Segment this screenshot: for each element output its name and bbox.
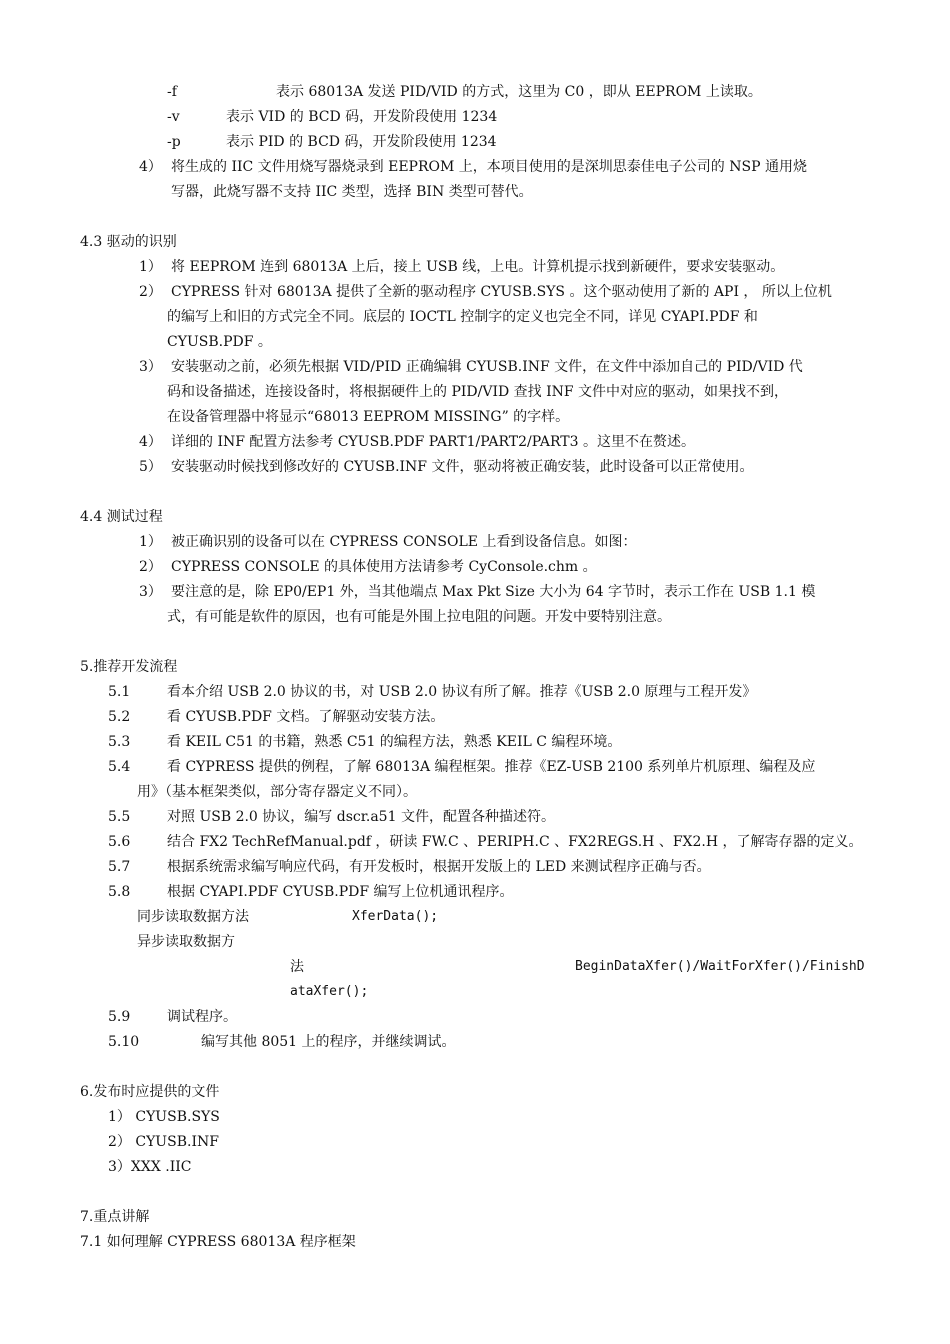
- s5-item-2-number: 5.2: [108, 709, 131, 725]
- s5-item-5-number: 5.5: [108, 809, 131, 825]
- opt-v-text: 表示 VID 的 BCD 码，开发阶段使用 1234: [226, 109, 498, 125]
- section-6-heading: 6.发布时应提供的文件: [80, 1084, 220, 1100]
- section-7-1-heading: 7.1 如何理解 CYPRESS 68013A 程序框架: [80, 1234, 356, 1250]
- s5-item-4-number: 5.4: [108, 759, 131, 775]
- s6-item-1: 1） CYUSB.SYS: [108, 1109, 220, 1125]
- sync-read-label: 同步读取数据方法: [137, 909, 249, 925]
- opt-v-flag: -v: [167, 109, 180, 125]
- s5-item-3-line-1: 看 KEIL C51 的书籍，熟悉 C51 的编程方法，熟悉 KEIL C 编程环境。: [167, 734, 622, 750]
- s5-item-8-line-1: 根据 CYAPI.PDF CYUSB.PDF 编写上位机通讯程序。: [167, 884, 514, 900]
- section-4-4-heading: 4.4 测试过程: [80, 509, 163, 525]
- s44-item-2-number: 2）: [139, 559, 162, 575]
- section-5-heading: 5.推荐开发流程: [80, 659, 178, 675]
- step4-line-1: 将生成的 IIC 文件用烧写器烧录到 EEPROM 上，本项目使用的是深圳思泰佳电子公司的 NSP 通用烧: [171, 159, 807, 175]
- s5-item-2-line-1: 看 CYUSB.PDF 文档。了解驱动安装方法。: [167, 709, 445, 725]
- step4-line-2: 写器，此烧写器不支持 IIC 类型，选择 BIN 类型可替代。: [171, 184, 533, 200]
- section-7-heading: 7.重点讲解: [80, 1209, 150, 1225]
- s43-item-3-line-2: 码和设备描述，连接设备时，将根据硬件上的 PID/VID 查找 INF 文件中对应的驱动，如果找不到，: [167, 384, 789, 400]
- s43-item-2-line-3: CYUSB.PDF 。: [167, 334, 272, 350]
- s5-item-6-number: 5.6: [108, 834, 131, 850]
- s43-item-3-line-3: 在设备管理器中将显示“68013 EEPROM MISSING” 的字样。: [167, 409, 570, 425]
- s5-item-9-line-1: 调试程序。: [167, 1009, 237, 1025]
- s5-item-6-line-1: 结合 FX2 TechRefManual.pdf ，研读 FW.C 、PERIPH.C 、FX2REGS.H 、FX2.H ，了解寄存器的定义。: [167, 834, 863, 850]
- s5-item-8-number: 5.8: [108, 884, 131, 900]
- s44-item-3-line-2: 式，有可能是软件的原因，也有可能是外围上拉电阻的问题。开发中要特别注意。: [167, 609, 671, 625]
- s5-item-1-number: 5.1: [108, 684, 131, 700]
- async-read-label-1: 异步读取数据方: [137, 934, 235, 950]
- async-read-code-1: BeginDataXfer()/WaitForXfer()/FinishD: [575, 959, 865, 974]
- s5-item-10-number: 5.10: [108, 1034, 140, 1050]
- section-4-3-heading: 4.3 驱动的识别: [80, 234, 177, 250]
- s5-item-4-line-2: 用》（基本框架类似，部分寄存器定义不同）。: [137, 784, 417, 800]
- s43-item-5-number: 5）: [139, 459, 162, 475]
- s43-item-3-number: 3）: [139, 359, 162, 375]
- s5-item-3-number: 5.3: [108, 734, 131, 750]
- s5-item-1-line-1: 看本介绍 USB 2.0 协议的书，对 USB 2.0 协议有所了解。推荐《USB 2.0 原理与工程开发》: [167, 684, 757, 700]
- s43-item-4-line-1: 详细的 INF 配置方法参考 CYUSB.PDF PART1/PART2/PART3 。这里不在赘述。: [171, 434, 695, 450]
- s5-item-7-number: 5.7: [108, 859, 131, 875]
- s43-item-1-line-1: 将 EEPROM 连到 68013A 上后，接上 USB 线，上电。计算机提示找到新硬件，要求安装驱动。: [171, 259, 785, 275]
- step4-number: 4）: [139, 159, 162, 175]
- async-read-code-2: ataXfer();: [290, 984, 369, 999]
- s5-item-4-line-1: 看 CYPRESS 提供的例程，了解 68013A 编程框架。推荐《EZ-USB 2100 系列单片机原理、编程及应: [167, 759, 816, 775]
- s6-item-2: 2） CYUSB.INF: [108, 1134, 219, 1150]
- opt-p-flag: -p: [167, 134, 181, 150]
- s43-item-2-number: 2）: [139, 284, 162, 300]
- sync-read-code: XferData();: [352, 909, 439, 924]
- s5-item-5-line-1: 对照 USB 2.0 协议，编写 dscr.a51 文件，配置各种描述符。: [167, 809, 555, 825]
- s44-item-3-number: 3）: [139, 584, 162, 600]
- s43-item-2-line-2: 的编写上和旧的方式完全不同。底层的 IOCTL 控制字的定义也完全不同，详见 CYAPI.PDF 和: [167, 309, 758, 325]
- s43-item-5-line-1: 安装驱动时候找到修改好的 CYUSB.INF 文件，驱动将被正确安装，此时设备可以正常使用。: [171, 459, 754, 475]
- s6-item-3: 3）XXX .IIC: [108, 1159, 192, 1175]
- s5-item-10-line-1: 编写其他 8051 上的程序，并继续调试。: [201, 1034, 456, 1050]
- s44-item-3-line-1: 要注意的是，除 EP0/EP1 外，当其他端点 Max Pkt Size 大小为 64 字节时，表示工作在 USB 1.1 模: [171, 584, 816, 600]
- s44-item-2-line-1: CYPRESS CONSOLE 的具体使用方法请参考 CyConsole.chm 。: [171, 559, 597, 575]
- s44-item-1-line-1: 被正确识别的设备可以在 CYPRESS CONSOLE 上看到设备信息。如图：: [171, 534, 637, 550]
- opt-f-flag: -f: [167, 84, 177, 100]
- s43-item-4-number: 4）: [139, 434, 162, 450]
- opt-f-text: 表示 68013A 发送 PID/VID 的方式，这里为 C0 ，即从 EEPROM 上读取。: [276, 84, 762, 100]
- s44-item-1-number: 1）: [139, 534, 162, 550]
- s5-item-9-number: 5.9: [108, 1009, 131, 1025]
- s43-item-1-number: 1）: [139, 259, 162, 275]
- s43-item-2-line-1: CYPRESS 针对 68013A 提供了全新的驱动程序 CYUSB.SYS 。这个驱动使用了新的 API ， 所以上位机: [171, 284, 832, 300]
- s5-item-7-line-1: 根据系统需求编写响应代码，有开发板时，根据开发版上的 LED 来测试程序正确与否。: [167, 859, 711, 875]
- opt-p-text: 表示 PID 的 BCD 码，开发阶段使用 1234: [226, 134, 497, 150]
- async-read-label-2: 法: [290, 959, 304, 975]
- s43-item-3-line-1: 安装驱动之前，必须先根据 VID/PID 正确编辑 CYUSB.INF 文件，在文件中添加自己的 PID/VID 代: [171, 359, 803, 375]
